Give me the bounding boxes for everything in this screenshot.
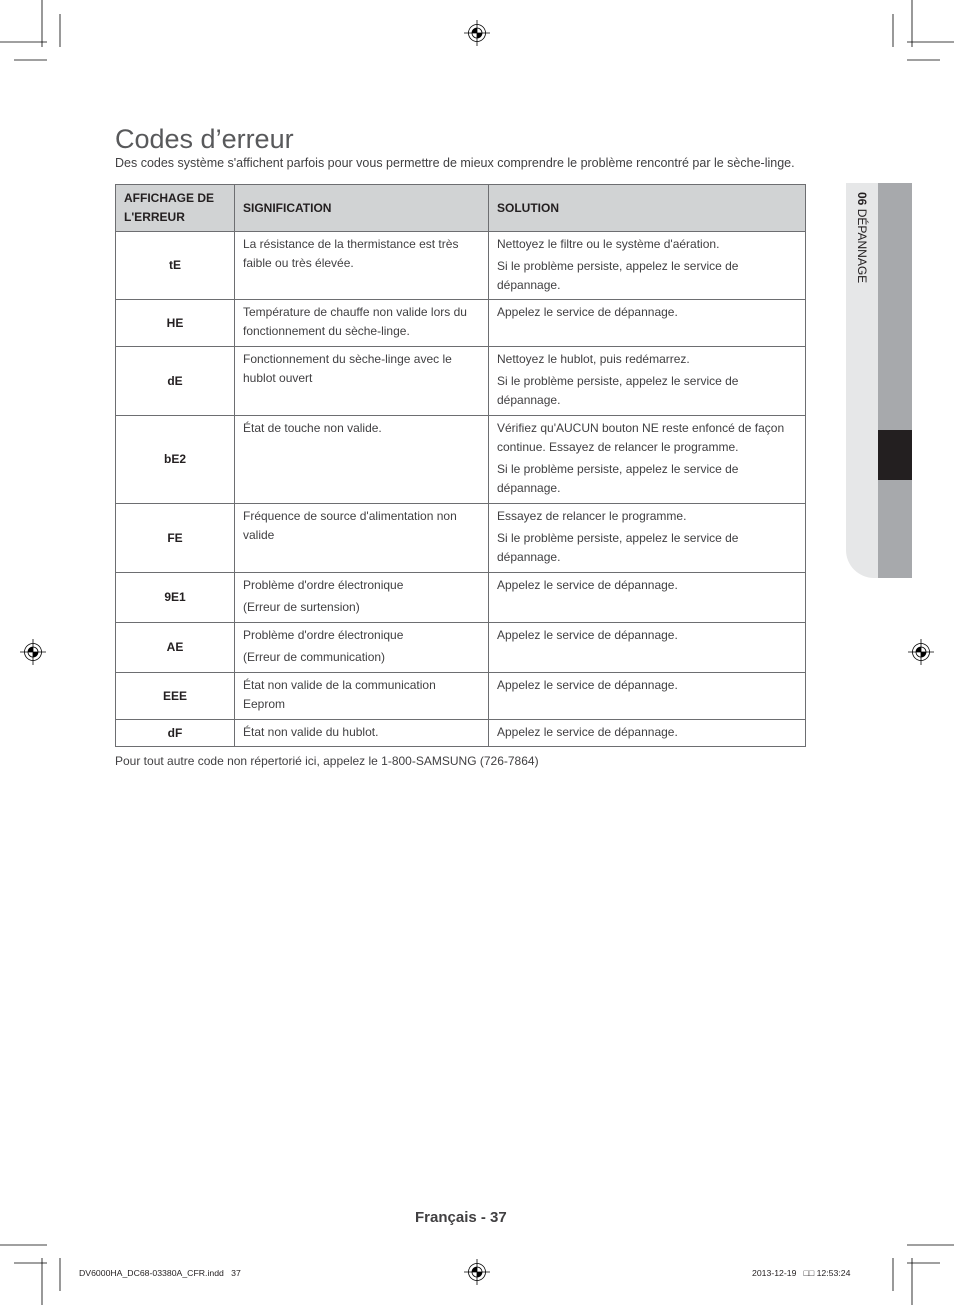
section-tab-label — [855, 192, 869, 283]
table-row — [116, 623, 806, 673]
error-code: dF — [116, 720, 235, 747]
solution-paragraph: Si le problème persiste, appelez le service de dépannage. — [497, 462, 739, 495]
column-header-solution: SOLUTION — [489, 185, 806, 232]
column-header-code: AFFICHAGE DE L'ERREUR — [116, 185, 235, 232]
solution-paragraph: Appelez le service de dépannage. — [497, 305, 678, 319]
error-solution — [489, 623, 806, 673]
registration-mark-left — [20, 639, 46, 665]
table-body — [116, 232, 806, 747]
table-row — [116, 673, 806, 720]
error-solution — [489, 416, 806, 504]
solution-paragraph: Appelez le service de dépannage. — [497, 578, 678, 592]
error-meaning — [235, 673, 489, 720]
page-number: Français - 37 — [415, 1209, 507, 1226]
error-code: FE — [116, 504, 235, 573]
solution-paragraph: Nettoyez le filtre ou le système d'aération. — [497, 237, 720, 251]
error-meaning — [235, 573, 489, 623]
meaning-paragraph: État non valide de la communication Eeprom — [243, 678, 436, 711]
crop-mark-bottom-right — [893, 1245, 954, 1305]
section-tab-marker — [878, 430, 912, 480]
table-header-row — [116, 185, 806, 232]
meaning-paragraph: (Erreur de communication) — [243, 650, 386, 664]
section-name: DÉPANNAGE — [855, 208, 869, 284]
footnote: Pour tout autre code non répertorié ici, appelez le 1-800-SAMSUNG (726-7864) — [115, 754, 539, 768]
error-meaning — [235, 504, 489, 573]
error-solution — [489, 673, 806, 720]
section-tab-strip — [878, 183, 912, 578]
print-slug-file: DV6000HA_DC68-03380A_CFR.indd 37 — [79, 1268, 241, 1278]
error-meaning — [235, 623, 489, 673]
registration-mark-right — [908, 639, 934, 665]
crop-mark-top-left — [0, 0, 60, 60]
solution-paragraph: Appelez le service de dépannage. — [497, 678, 678, 692]
table-row — [116, 504, 806, 573]
error-code: AE — [116, 623, 235, 673]
table-header — [116, 185, 806, 232]
error-meaning — [235, 720, 489, 747]
registration-mark-top — [464, 20, 490, 46]
meaning-paragraph: Fréquence de source d'alimentation non valide — [243, 509, 457, 542]
print-slug-timestamp: 2013-12-19 □□ 12:53:24 — [752, 1268, 851, 1278]
error-code: EEE — [116, 673, 235, 720]
table-row — [116, 416, 806, 504]
error-code: tE — [116, 232, 235, 300]
crop-mark-bottom-left — [0, 1245, 60, 1305]
section-number: 06 — [855, 192, 869, 206]
intro-text: Des codes système s'affichent parfois pour vous permettre de mieux comprendre le problème rencontré par le sèche-linge. — [115, 156, 795, 170]
error-code: bE2 — [116, 416, 235, 504]
meaning-paragraph: Température de chauffe non valide lors du fonctionnement du sèche-linge. — [243, 305, 467, 338]
error-meaning — [235, 416, 489, 504]
error-solution — [489, 232, 806, 300]
error-code: 9E1 — [116, 573, 235, 623]
table-row — [116, 720, 806, 747]
meaning-paragraph: Problème d'ordre électronique — [243, 578, 404, 592]
error-solution — [489, 504, 806, 573]
column-header-meaning: SIGNIFICATION — [235, 185, 489, 232]
registration-mark-bottom — [464, 1259, 490, 1285]
solution-paragraph: Essayez de relancer le programme. — [497, 509, 687, 523]
error-code: dE — [116, 347, 235, 416]
crop-mark-top-right — [893, 0, 954, 60]
solution-paragraph: Appelez le service de dépannage. — [497, 628, 678, 642]
error-code: HE — [116, 300, 235, 347]
solution-paragraph: Si le problème persiste, appelez le service de dépannage. — [497, 259, 739, 292]
error-solution — [489, 300, 806, 347]
error-solution — [489, 573, 806, 623]
table-row — [116, 232, 806, 300]
error-meaning — [235, 300, 489, 347]
table-row — [116, 573, 806, 623]
solution-paragraph: Appelez le service de dépannage. — [497, 725, 678, 739]
solution-paragraph: Nettoyez le hublot, puis redémarrez. — [497, 352, 690, 366]
page-title: Codes d’erreur — [115, 124, 294, 154]
meaning-paragraph: (Erreur de surtension) — [243, 600, 360, 614]
error-meaning — [235, 347, 489, 416]
table-row — [116, 300, 806, 347]
meaning-paragraph: La résistance de la thermistance est très faible ou très élevée. — [243, 237, 459, 270]
meaning-paragraph: Fonctionnement du sèche-linge avec le hublot ouvert — [243, 352, 452, 385]
solution-paragraph: Si le problème persiste, appelez le service de dépannage. — [497, 374, 739, 407]
solution-paragraph: Vérifiez qu'AUCUN bouton NE reste enfoncé de façon continue. Essayez de relancer le programme. — [497, 421, 785, 454]
error-solution — [489, 347, 806, 416]
table-row — [116, 347, 806, 416]
error-meaning — [235, 232, 489, 300]
error-codes-table — [115, 184, 806, 747]
solution-paragraph: Si le problème persiste, appelez le service de dépannage. — [497, 531, 739, 564]
meaning-paragraph: Problème d'ordre électronique — [243, 628, 404, 642]
meaning-paragraph: État non valide du hublot. — [243, 725, 379, 739]
error-solution — [489, 720, 806, 747]
meaning-paragraph: État de touche non valide. — [243, 421, 382, 435]
